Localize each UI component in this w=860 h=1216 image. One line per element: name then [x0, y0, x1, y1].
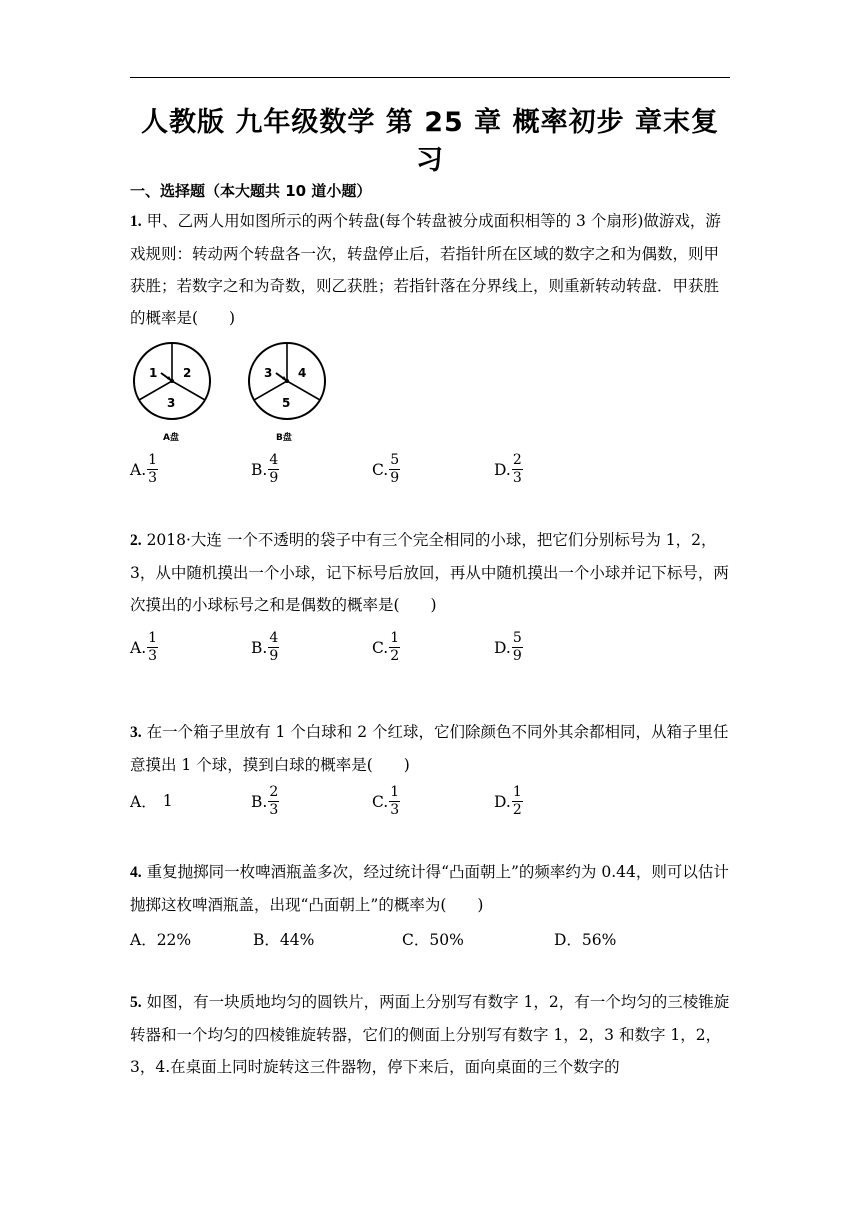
option-d: D. $\frac{5}{9}$ — [494, 630, 522, 664]
question-4-options — [130, 928, 750, 972]
option-c: C．50% — [402, 931, 464, 949]
option-a: A. $\frac{1}{3}$ — [130, 452, 158, 486]
title-line-1: 人教版 九年级数学 第 25 章 概率初步 章末复 — [141, 107, 719, 138]
question-1 — [130, 205, 730, 334]
spinner-figure — [130, 340, 350, 445]
question-number: 3. — [130, 724, 142, 741]
question-text: 甲、乙两人用如图所示的两个转盘(每个转盘被分成面积相等的 3 个扇形)做游戏，游戏规则：转动两个转盘各一次，转盘停止后，若指针所在区域的数字之和为偶数，则甲获胜；若数字之和为奇数，则乙获胜；若指针落在分界线上，则重新转动转盘．甲获胜的概率是( ) — [130, 212, 721, 327]
question-5 — [130, 986, 730, 1083]
question-2-options — [130, 630, 750, 674]
spinner-a — [134, 343, 210, 443]
option-c: C. $\frac{5}{9}$ — [372, 452, 400, 486]
question-number: 2. — [130, 532, 142, 549]
question-number: 5. — [130, 994, 142, 1011]
question-3-options — [130, 784, 750, 828]
header-rule — [130, 77, 730, 78]
question-3 — [130, 716, 730, 781]
spinner-b-num-1: 3 — [264, 366, 273, 380]
page-title — [130, 104, 730, 180]
option-b: B．44% — [253, 931, 315, 949]
question-text: 2018·大连 一个不透明的袋子中有三个完全相同的小球，把它们分别标号为 1，2，3，从中随机摸出一个小球，记下标号后放回，再从中随机摸出一个小球并记下标号，两次摸出的小球标号之和是偶数的概率是( ) — [130, 531, 729, 614]
question-text: 在一个箱子里放有 1 个白球和 2 个红球，它们除颜色不同外其余都相同，从箱子里任意摸出 1 个球，摸到白球的概率是( ) — [130, 723, 729, 774]
spinner-a-num-1: 1 — [149, 366, 158, 380]
spinner-b-num-3: 5 — [282, 396, 291, 410]
option-b: B. $\frac{2}{3}$ — [251, 784, 279, 818]
option-d: D. $\frac{2}{3}$ — [494, 452, 522, 486]
option-b: B. $\frac{4}{9}$ — [251, 630, 279, 664]
spinner-b-label: B盘 — [276, 433, 292, 443]
option-a: A． 1 — [130, 792, 173, 811]
question-text: 重复抛掷同一枚啤酒瓶盖多次，经过统计得“凸面朝上”的频率约为 0.44，则可以估计抛掷这枚啤酒瓶盖，出现“凸面朝上”的概率为( ) — [130, 863, 729, 914]
option-d: D．56% — [554, 931, 617, 949]
option-c: C. $\frac{1}{2}$ — [372, 630, 400, 664]
question-2 — [130, 524, 730, 621]
spinner-b-num-2: 4 — [298, 366, 307, 380]
question-1-options — [130, 452, 750, 496]
spinner-a-num-3: 3 — [167, 396, 176, 410]
spinner-b — [249, 343, 325, 443]
question-number: 1. — [130, 213, 142, 230]
question-number: 4. — [130, 864, 142, 881]
option-d: D. $\frac{1}{2}$ — [494, 784, 522, 818]
title-line-2: 习 — [416, 145, 444, 176]
question-text: 如图，有一块质地均匀的圆铁片，两面上分别写有数字 1，2，有一个均匀的三棱锥旋转器和一个均匀的四棱锥旋转器，它们的侧面上分别写有数字 1，2，3 和数字 1，2，3，4.在桌面上同时旋转这三件器物，停下来后，面向桌面的三个数字的 — [130, 993, 730, 1076]
option-a: A．22% — [130, 931, 192, 949]
spinner-a-label: A盘 — [163, 433, 179, 443]
option-a: A. $\frac{1}{3}$ — [130, 630, 158, 664]
option-c: C. $\frac{1}{3}$ — [372, 784, 400, 818]
option-b: B. $\frac{4}{9}$ — [251, 452, 279, 486]
section-heading: 一、选择题（本大题共 10 道小题） — [130, 182, 372, 200]
spinner-a-num-2: 2 — [183, 366, 192, 380]
question-4 — [130, 856, 730, 921]
